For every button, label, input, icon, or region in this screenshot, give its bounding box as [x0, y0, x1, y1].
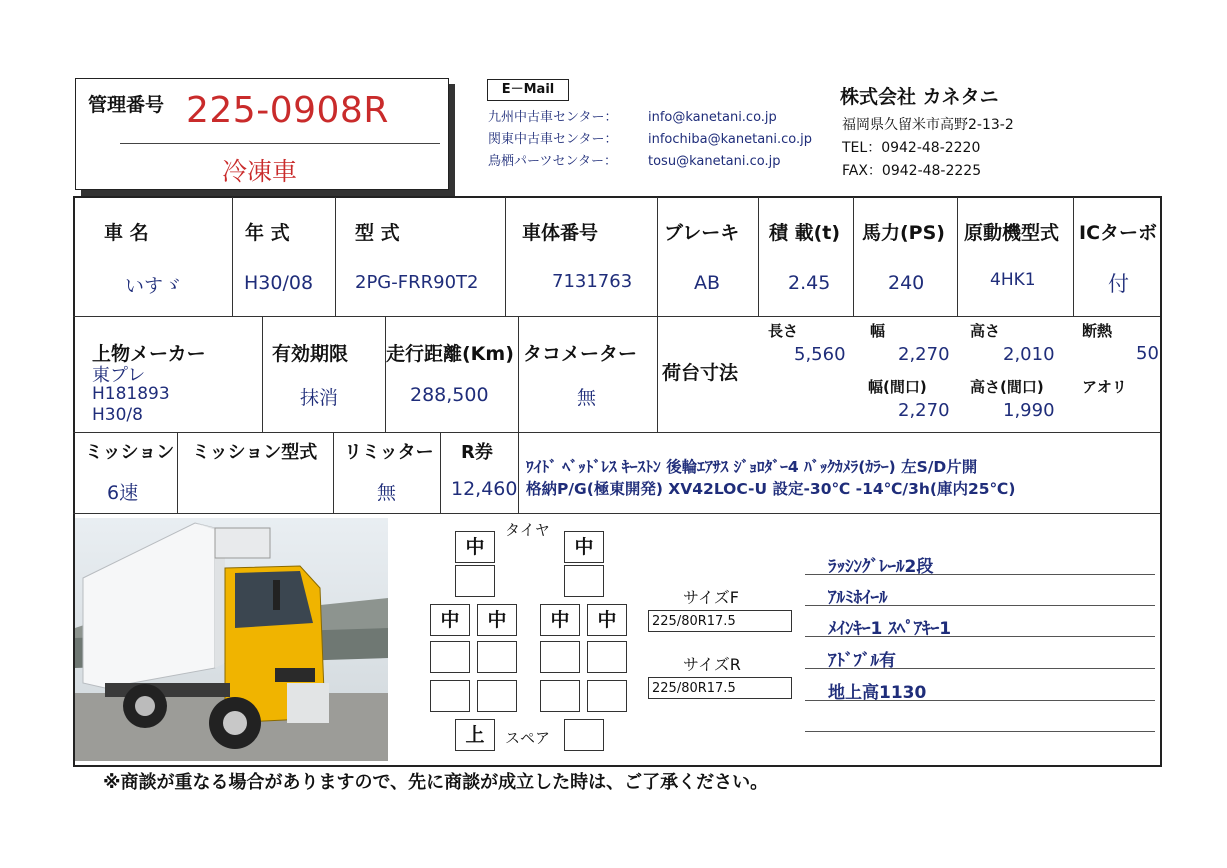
company-address: 福岡県久留米市高野2-13-2: [842, 117, 1014, 133]
dim-height: 2,010: [1003, 344, 1055, 365]
header-tachometer: タコメーター: [523, 343, 638, 365]
tire-slot-empty: [477, 641, 517, 673]
management-number-label: 管理番号: [88, 94, 165, 116]
value-year: H30/08: [244, 272, 314, 294]
feature-item: ｱﾄﾞﾌﾞﾙ有: [828, 651, 896, 671]
col-divider: [518, 316, 519, 432]
email-address[interactable]: infochiba@kanetani.co.jp: [648, 132, 813, 147]
header-brake: ブレーキ: [664, 222, 740, 244]
col-divider: [657, 316, 658, 432]
tire-rear-outer-right: 中: [587, 604, 627, 636]
header-mission: ミッション: [85, 442, 175, 463]
company-fax: FAX：0942-48-2225: [842, 163, 982, 179]
col-divider: [853, 197, 854, 316]
spare-label: スペア: [505, 729, 551, 747]
tire-front-left: 中: [455, 531, 495, 563]
header-body-maker: 上物メーカー: [92, 343, 206, 365]
header-load: 積 載(t): [769, 222, 841, 244]
value-horsepower: 240: [888, 272, 925, 294]
value-model: 2PG-FRR90T2: [355, 272, 479, 293]
vehicle-type: 冷凍車: [222, 157, 298, 186]
row-divider: [73, 432, 1160, 433]
email-address[interactable]: tosu@kanetani.co.jp: [648, 154, 781, 169]
header-year: 年 式: [245, 222, 290, 244]
dim-width-label: 幅: [870, 322, 886, 340]
dim-length-label: 長さ: [768, 322, 799, 340]
feature-item: ﾒｲﾝｷｰ1 ｽﾍﾟｱｷｰ1: [828, 619, 952, 639]
tire-slot-empty: [540, 680, 580, 712]
value-mission: 6速: [107, 482, 139, 504]
management-number: 225-0908R: [186, 90, 389, 131]
header-model: 型 式: [355, 222, 400, 244]
col-divider: [335, 197, 336, 316]
tire-slot-empty: [430, 680, 470, 712]
dim-inner-height-label: 高さ(間口): [970, 378, 1044, 396]
divider: [120, 143, 440, 144]
tire-slot-empty: [455, 565, 495, 597]
dim-insulation: 50: [1136, 343, 1159, 364]
dim-length: 5,560: [794, 344, 846, 365]
tire-slot-empty: [430, 641, 470, 673]
feature-item: 地上高1130: [828, 683, 927, 703]
col-divider: [1073, 197, 1074, 316]
header-mission-type: ミッション型式: [192, 442, 318, 463]
value-turbo: 付: [1108, 272, 1129, 296]
email-center: 関東中古車センター：: [488, 132, 618, 147]
size-r-value: 225/80R17.5: [648, 677, 792, 699]
value-tachometer: 無: [577, 387, 597, 409]
email-row: [488, 106, 777, 125]
tire-slot-empty: [540, 641, 580, 673]
dim-inner-width-label: 幅(間口): [868, 378, 927, 396]
col-divider: [657, 197, 658, 316]
col-divider: [758, 197, 759, 316]
header-mileage: 走行距離(Km): [386, 343, 514, 365]
dim-inner-width: 2,270: [898, 400, 950, 421]
email-row: [488, 128, 812, 147]
email-center: 九州中古車センター：: [488, 110, 618, 125]
dim-insulation-label: 断熱: [1082, 322, 1113, 340]
col-divider: [333, 432, 334, 513]
header-r-ticket: R券: [461, 442, 493, 463]
email-tag: E－Mail: [487, 79, 569, 101]
notes-line: ﾜｲﾄﾞ ﾍﾞｯﾄﾞﾚｽ ｷｰｽﾄﾝ 後輪ｴｱｻｽ ｼﾞｮﾛﾀﾞｰ4 ﾊﾞｯｸｶﾒﾗ(ｶﾗｰ) 左S/D片開: [526, 458, 978, 476]
value-mileage: 288,500: [410, 384, 489, 406]
tire-front-right: 中: [564, 531, 604, 563]
col-divider: [232, 197, 233, 316]
header-horsepower: 馬力(PS): [862, 222, 945, 244]
col-divider: [177, 432, 178, 513]
col-divider: [262, 316, 263, 432]
rule-line: [805, 731, 1155, 732]
dim-width: 2,270: [898, 344, 950, 365]
tire-rear-outer-left: 中: [430, 604, 470, 636]
tire-rear-inner-right: 中: [540, 604, 580, 636]
value-engine: 4HK1: [990, 270, 1036, 290]
value-limiter: 無: [377, 482, 397, 504]
feature-item: ｱﾙﾐﾎｲｰﾙ: [828, 588, 888, 608]
value-name: いすゞ: [125, 275, 183, 297]
value-r-ticket: 12,460: [451, 478, 518, 500]
header-chassis: 車体番号: [522, 222, 599, 244]
value-brake: AB: [694, 272, 721, 294]
dim-inner-height: 1,990: [1003, 400, 1055, 421]
tire-slot-empty: [477, 680, 517, 712]
email-address[interactable]: info@kanetani.co.jp: [648, 110, 777, 125]
tire-title: タイヤ: [505, 521, 550, 539]
header-cargo-dims: 荷台寸法: [662, 362, 739, 384]
header-limiter: リミッター: [344, 442, 434, 463]
tire-slot-empty: [587, 641, 627, 673]
company-name: 株式会社 カネタニ: [840, 86, 999, 108]
tire-slot-empty: [564, 719, 604, 751]
body-maker-date: H30/8: [92, 405, 143, 425]
col-divider: [957, 197, 958, 316]
dim-height-label: 高さ: [970, 322, 1001, 340]
tire-spare: 上: [455, 719, 495, 751]
header-turbo: ICターボ: [1079, 222, 1158, 244]
col-divider: [440, 432, 441, 513]
feature-item: ﾗｯｼﾝｸﾞﾚｰﾙ2段: [828, 557, 934, 577]
value-expiry: 抹消: [300, 387, 339, 409]
tire-rear-inner-left: 中: [477, 604, 517, 636]
header-expiry: 有効期限: [272, 343, 349, 365]
dim-aori-label: アオリ: [1082, 378, 1127, 396]
tire-slot-empty: [564, 565, 604, 597]
size-f-label: サイズF: [683, 588, 739, 607]
notes-line: 格納P/G(極東開発) XV42LOC-U 設定-30℃ -14℃/3h(庫内25℃): [526, 480, 1016, 498]
size-f-value: 225/80R17.5: [648, 610, 792, 632]
value-load: 2.45: [788, 272, 831, 294]
footer-note: ※商談が重なる場合がありますので、先に商談が成立した時は、ご了承ください。: [103, 772, 769, 793]
value-chassis: 7131763: [552, 271, 633, 292]
header-name: 車 名: [104, 222, 149, 244]
company-tel: TEL：0942-48-2220: [842, 140, 981, 156]
col-divider: [385, 316, 386, 432]
header-engine: 原動機型式: [964, 222, 1060, 244]
email-row: [488, 150, 780, 169]
email-center: 鳥栖パーツセンター：: [488, 154, 617, 169]
col-divider: [518, 432, 519, 513]
col-divider: [505, 197, 506, 316]
tire-slot-empty: [587, 680, 627, 712]
body-maker-serial: H181893: [92, 384, 170, 404]
row-divider: [73, 316, 1160, 317]
size-r-label: サイズR: [683, 655, 741, 674]
row-divider: [73, 513, 1160, 514]
truck-photo: [75, 518, 388, 761]
body-maker-name: 東プレ: [92, 365, 146, 386]
